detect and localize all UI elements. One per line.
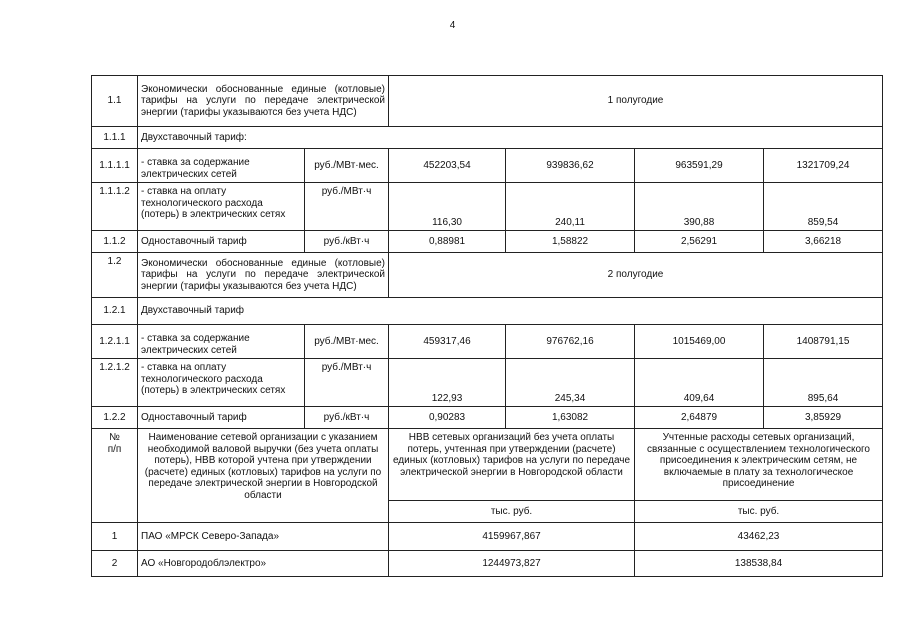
unit-cell: руб./МВт·ч	[305, 359, 389, 407]
value-cell: 459317,46	[389, 325, 506, 359]
table-row	[92, 523, 883, 551]
nvv-header-row	[92, 429, 883, 501]
page-number: 4	[449, 20, 456, 31]
row-number: 1.1.1	[92, 127, 138, 149]
unit-cell: руб./МВт·ч	[305, 183, 389, 231]
value-cell: 1408791,15	[764, 325, 883, 359]
nvv-value: 4159967,867	[389, 523, 635, 551]
value-cell: 245,34	[506, 359, 635, 407]
row-label: Одноставочный тариф	[138, 407, 305, 429]
section-number: 1.2	[92, 253, 138, 298]
value-cell: 1,63082	[506, 407, 635, 429]
org-name: АО «Новгородоблэлектро»	[138, 551, 389, 577]
row-label: - ставка за содержание электрических сетей	[138, 325, 305, 359]
section-title: Экономически обоснованные единые (котловые) тарифы на услуги по передаче электрической энергии (тарифы указываются без учета НДС)	[138, 253, 389, 298]
value-cell: 895,64	[764, 359, 883, 407]
row-label: - ставка на оплату технологического расхода (потерь) в электрических сетях	[138, 183, 305, 231]
tariff-row	[92, 407, 883, 429]
value-cell: 1,58822	[506, 231, 635, 253]
unit-cell: руб./кВт·ч	[305, 407, 389, 429]
costs-value: 43462,23	[635, 523, 883, 551]
tariff-row	[92, 325, 883, 359]
row-label: Одноставочный тариф	[138, 231, 305, 253]
value-cell: 963591,29	[635, 149, 764, 183]
value-cell: 3,85929	[764, 407, 883, 429]
costs-unit: тыс. руб.	[635, 501, 883, 523]
tariff-table	[91, 75, 883, 577]
value-cell: 452203,54	[389, 149, 506, 183]
value-cell: 0,88981	[389, 231, 506, 253]
value-cell: 939836,62	[506, 149, 635, 183]
unit-cell: руб./МВт·мес.	[305, 149, 389, 183]
value-cell: 2,56291	[635, 231, 764, 253]
period-label: 1 полугодие	[389, 76, 883, 127]
value-cell: 1015469,00	[635, 325, 764, 359]
section-number: 1.1	[92, 76, 138, 127]
costs-header: Учтенные расходы сетевых организаций, связанные с осуществлением технологического присоединения к электрическим сетям, не включаемые в плату за технологическое присоединение	[635, 429, 883, 501]
row-number: 1.1.1.2	[92, 183, 138, 231]
row-number: 1	[92, 523, 138, 551]
subsection-row	[92, 127, 883, 149]
unit-cell: руб./МВт·мес.	[305, 325, 389, 359]
value-cell: 1321709,24	[764, 149, 883, 183]
value-cell: 409,64	[635, 359, 764, 407]
nvv-value: 1244973,827	[389, 551, 635, 577]
costs-value: 138538,84	[635, 551, 883, 577]
row-number: 1.1.1.1	[92, 149, 138, 183]
tariff-row	[92, 359, 883, 407]
org-header: Наименование сетевой организации с указанием необходимой валовой выручки (без учета оплаты потерь), НВВ которой учтена при утверждении (расчете) единых (котловых) тарифов на услуги по передаче электрической энергии в Новгородской области	[138, 429, 389, 523]
value-cell: 0,90283	[389, 407, 506, 429]
value-cell: 390,88	[635, 183, 764, 231]
value-cell: 859,54	[764, 183, 883, 231]
value-cell: 116,30	[389, 183, 506, 231]
row-label: Двухставочный тариф:	[138, 127, 883, 149]
row-label: - ставка за содержание электрических сетей	[138, 149, 305, 183]
row-number: 1.2.1	[92, 298, 138, 325]
period-label: 2 полугодие	[389, 253, 883, 298]
row-label: Двухставочный тариф	[138, 298, 883, 325]
nvv-header: НВВ сетевых организаций без учета оплаты потерь, учтенная при утверждении (расчете) единых (котловых) тарифов на услуги по передаче электрической энергии в Новгородской области	[389, 429, 635, 501]
row-number: 1.2.1.2	[92, 359, 138, 407]
table-row	[92, 551, 883, 577]
tariff-row	[92, 149, 883, 183]
unit-cell: руб./кВт·ч	[305, 231, 389, 253]
num-header: № п/п	[92, 429, 138, 523]
subsection-row	[92, 298, 883, 325]
row-number: 1.2.1.1	[92, 325, 138, 359]
nvv-unit: тыс. руб.	[389, 501, 635, 523]
value-cell: 976762,16	[506, 325, 635, 359]
section-row	[92, 76, 883, 127]
row-number: 1.2.2	[92, 407, 138, 429]
row-label: - ставка на оплату технологического расхода (потерь) в электрических сетях	[138, 359, 305, 407]
tariff-row	[92, 231, 883, 253]
org-name: ПАО «МРСК Северо-Запада»	[138, 523, 389, 551]
tariff-row	[92, 183, 883, 231]
value-cell: 2,64879	[635, 407, 764, 429]
value-cell: 3,66218	[764, 231, 883, 253]
row-number: 2	[92, 551, 138, 577]
row-number: 1.1.2	[92, 231, 138, 253]
section-row	[92, 253, 883, 298]
section-title: Экономически обоснованные единые (котловые) тарифы на услуги по передаче электрической энергии (тарифы указываются без учета НДС)	[138, 76, 389, 127]
value-cell: 122,93	[389, 359, 506, 407]
value-cell: 240,11	[506, 183, 635, 231]
